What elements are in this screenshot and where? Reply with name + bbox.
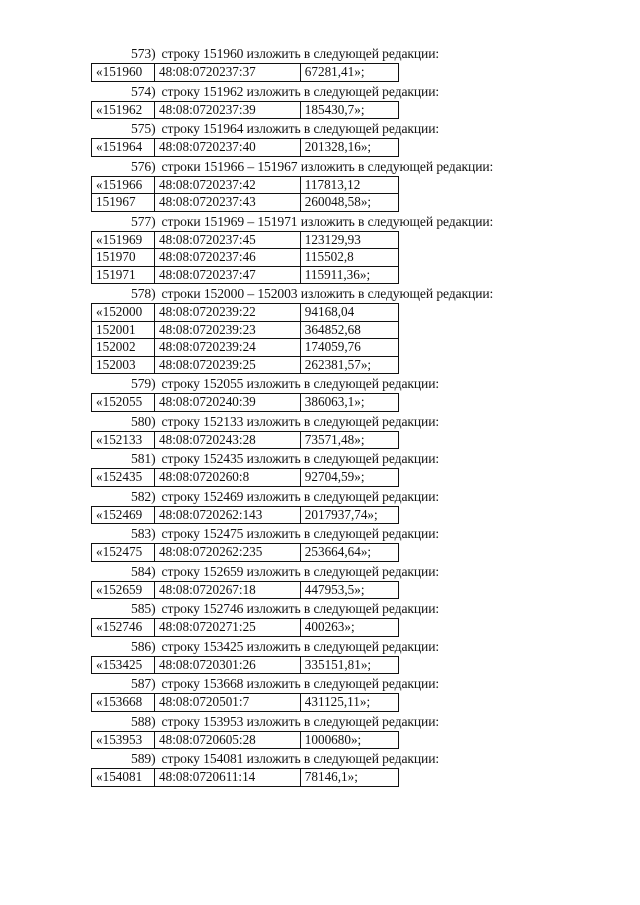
item-instruction: строку 152055 изложить в следующей редакции: xyxy=(161,376,440,391)
amendment-heading xyxy=(91,712,561,731)
cadastral-number-cell: 48:08:0720262:143 xyxy=(155,506,301,524)
value-cell: 201328,16»; xyxy=(300,139,398,157)
amendment-item xyxy=(91,524,561,562)
cadastral-number-cell: 48:08:0720262:235 xyxy=(155,544,301,562)
table-row xyxy=(92,176,399,194)
table-row xyxy=(92,619,399,637)
amendment-table xyxy=(91,656,399,675)
item-number: 578) xyxy=(131,286,156,301)
table-row xyxy=(92,249,399,267)
table-row xyxy=(92,731,399,749)
value-cell: 115502,8 xyxy=(300,249,398,267)
amendment-table xyxy=(91,543,399,562)
amendment-item xyxy=(91,212,561,285)
cadastral-number-cell: 48:08:0720243:28 xyxy=(155,431,301,449)
item-instruction: строки 151969 – 151971 изложить в следующей редакции: xyxy=(161,213,494,229)
item-instruction: строку 152133 изложить в следующей редакции: xyxy=(161,413,440,429)
value-cell: 400263»; xyxy=(300,619,398,637)
cadastral-number-cell: 48:08:0720237:43 xyxy=(155,194,301,212)
cadastral-number-cell: 48:08:0720605:28 xyxy=(155,731,301,749)
item-instruction: строку 152469 изложить в следующей редакции: xyxy=(161,488,440,504)
value-cell: 253664,64»; xyxy=(300,544,398,562)
amendment-heading xyxy=(91,674,561,693)
value-cell: 431125,11»; xyxy=(300,694,398,712)
value-cell: 73571,48»; xyxy=(300,431,398,449)
item-number: 582) xyxy=(131,488,156,504)
value-cell: 78146,1»; xyxy=(300,769,398,787)
amendment-table xyxy=(91,506,399,525)
cadastral-number-cell: 48:08:0720237:42 xyxy=(155,176,301,194)
item-number: 586) xyxy=(131,638,156,654)
amendment-table xyxy=(91,138,399,157)
amendment-item xyxy=(91,487,561,525)
cadastral-number-cell: 48:08:0720611:14 xyxy=(155,769,301,787)
amendment-table xyxy=(91,63,399,82)
value-cell: 262381,57»; xyxy=(300,356,398,374)
row-id-cell: «152746 xyxy=(92,619,155,637)
value-cell: 185430,7»; xyxy=(300,101,398,119)
amendment-item xyxy=(91,674,561,712)
amendment-item xyxy=(91,374,561,412)
amendment-heading xyxy=(91,637,561,656)
value-cell: 115911,36»; xyxy=(300,266,398,284)
table-row xyxy=(92,304,399,322)
amendment-item xyxy=(91,44,561,82)
value-cell: 94168,04 xyxy=(300,304,398,322)
amendment-heading xyxy=(91,412,561,431)
table-row xyxy=(92,431,399,449)
amendment-table xyxy=(91,176,399,212)
table-row xyxy=(92,544,399,562)
table-row xyxy=(92,656,399,674)
row-id-cell: «154081 xyxy=(92,769,155,787)
amendment-heading xyxy=(91,749,561,768)
amendment-item xyxy=(91,82,561,120)
value-cell: 117813,12 xyxy=(300,176,398,194)
table-row xyxy=(92,469,399,487)
row-id-cell: 152002 xyxy=(92,339,155,357)
amendment-item xyxy=(91,562,561,600)
amendment-table xyxy=(91,231,399,285)
table-row xyxy=(92,769,399,787)
item-instruction: строку 154081 изложить в следующей редакции: xyxy=(161,751,440,766)
cadastral-number-cell: 48:08:0720501:7 xyxy=(155,694,301,712)
row-id-cell: 151970 xyxy=(92,249,155,267)
amendment-heading xyxy=(91,449,561,468)
item-instruction: строку 151960 изложить в следующей редакции: xyxy=(161,46,440,61)
item-instruction: строку 153425 изложить в следующей редакции: xyxy=(161,638,440,654)
cadastral-number-cell: 48:08:0720237:46 xyxy=(155,249,301,267)
amendment-heading xyxy=(91,284,561,303)
amendment-item xyxy=(91,119,561,157)
amendment-table xyxy=(91,468,399,487)
value-cell: 386063,1»; xyxy=(300,394,398,412)
row-id-cell: «151966 xyxy=(92,176,155,194)
amendment-item xyxy=(91,749,561,787)
amendment-heading xyxy=(91,524,561,543)
value-cell: 2017937,74»; xyxy=(300,506,398,524)
row-id-cell: «151960 xyxy=(92,64,155,82)
item-number: 585) xyxy=(131,601,156,616)
table-row xyxy=(92,139,399,157)
cadastral-number-cell: 48:08:0720239:22 xyxy=(155,304,301,322)
amendment-heading xyxy=(91,487,561,506)
amendment-table xyxy=(91,731,399,750)
row-id-cell: «153425 xyxy=(92,656,155,674)
row-id-cell: «151969 xyxy=(92,231,155,249)
row-id-cell: «152055 xyxy=(92,394,155,412)
amendment-item xyxy=(91,599,561,637)
amendment-table xyxy=(91,768,399,787)
amendment-table xyxy=(91,101,399,120)
table-row xyxy=(92,321,399,339)
item-number: 576) xyxy=(131,158,156,174)
row-id-cell: «152435 xyxy=(92,469,155,487)
cadastral-number-cell: 48:08:0720237:45 xyxy=(155,231,301,249)
item-instruction: строку 152475 изложить в следующей редакции: xyxy=(161,526,440,541)
cadastral-number-cell: 48:08:0720237:37 xyxy=(155,64,301,82)
amendment-item xyxy=(91,449,561,487)
row-id-cell: 151971 xyxy=(92,266,155,284)
cadastral-number-cell: 48:08:0720301:26 xyxy=(155,656,301,674)
amendment-heading xyxy=(91,44,561,63)
value-cell: 123129,93 xyxy=(300,231,398,249)
table-row xyxy=(92,231,399,249)
item-number: 588) xyxy=(131,713,156,729)
item-instruction: строку 152746 изложить в следующей редакции: xyxy=(161,601,440,616)
amendment-item xyxy=(91,412,561,450)
amendment-table xyxy=(91,693,399,712)
cadastral-number-cell: 48:08:0720267:18 xyxy=(155,581,301,599)
amendment-table xyxy=(91,303,399,374)
item-instruction: строку 152435 изложить в следующей редакции: xyxy=(161,451,440,466)
amendment-heading xyxy=(91,212,561,231)
table-row xyxy=(92,266,399,284)
item-instruction: строку 151964 изложить в следующей редакции: xyxy=(161,121,440,136)
cadastral-number-cell: 48:08:0720239:23 xyxy=(155,321,301,339)
item-number: 584) xyxy=(131,563,156,579)
row-id-cell: «151964 xyxy=(92,139,155,157)
amendment-heading xyxy=(91,374,561,393)
table-row xyxy=(92,694,399,712)
amendment-heading xyxy=(91,562,561,581)
value-cell: 364852,68 xyxy=(300,321,398,339)
item-number: 581) xyxy=(131,451,156,466)
item-instruction: строку 151962 изложить в следующей редакции: xyxy=(161,83,440,99)
value-cell: 67281,41»; xyxy=(300,64,398,82)
table-row xyxy=(92,101,399,119)
amendment-table xyxy=(91,618,399,637)
amendment-item xyxy=(91,157,561,212)
cadastral-number-cell: 48:08:0720237:47 xyxy=(155,266,301,284)
cadastral-number-cell: 48:08:0720237:39 xyxy=(155,101,301,119)
amendment-table xyxy=(91,581,399,600)
table-row xyxy=(92,194,399,212)
value-cell: 1000680»; xyxy=(300,731,398,749)
amendment-item xyxy=(91,637,561,675)
row-id-cell: «152469 xyxy=(92,506,155,524)
document-body xyxy=(91,44,561,787)
value-cell: 260048,58»; xyxy=(300,194,398,212)
value-cell: 335151,81»; xyxy=(300,656,398,674)
row-id-cell: 152001 xyxy=(92,321,155,339)
table-row xyxy=(92,356,399,374)
item-number: 580) xyxy=(131,413,156,429)
value-cell: 174059,76 xyxy=(300,339,398,357)
value-cell: 92704,59»; xyxy=(300,469,398,487)
amendment-heading xyxy=(91,82,561,101)
table-row xyxy=(92,64,399,82)
table-row xyxy=(92,339,399,357)
item-instruction: строки 152000 – 152003 изложить в следующей редакции: xyxy=(161,286,494,301)
item-number: 579) xyxy=(131,376,156,391)
item-number: 574) xyxy=(131,83,156,99)
item-instruction: строки 151966 – 151967 изложить в следующей редакции: xyxy=(161,158,494,174)
table-row xyxy=(92,506,399,524)
item-number: 583) xyxy=(131,526,156,541)
item-number: 587) xyxy=(131,676,156,691)
item-number: 577) xyxy=(131,213,156,229)
cadastral-number-cell: 48:08:0720239:24 xyxy=(155,339,301,357)
amendment-item xyxy=(91,712,561,750)
table-row xyxy=(92,581,399,599)
cadastral-number-cell: 48:08:0720240:39 xyxy=(155,394,301,412)
row-id-cell: «151962 xyxy=(92,101,155,119)
amendment-item xyxy=(91,284,561,374)
row-id-cell: «152475 xyxy=(92,544,155,562)
amendment-table xyxy=(91,393,399,412)
row-id-cell: «153668 xyxy=(92,694,155,712)
amendment-heading xyxy=(91,599,561,618)
item-instruction: строку 152659 изложить в следующей редакции: xyxy=(161,563,440,579)
row-id-cell: «152133 xyxy=(92,431,155,449)
cadastral-number-cell: 48:08:0720237:40 xyxy=(155,139,301,157)
row-id-cell: 151967 xyxy=(92,194,155,212)
amendment-heading xyxy=(91,157,561,176)
item-number: 589) xyxy=(131,751,156,766)
row-id-cell: «153953 xyxy=(92,731,155,749)
cadastral-number-cell: 48:08:0720271:25 xyxy=(155,619,301,637)
row-id-cell: «152659 xyxy=(92,581,155,599)
item-instruction: строку 153953 изложить в следующей редакции: xyxy=(161,713,440,729)
table-row xyxy=(92,394,399,412)
value-cell: 447953,5»; xyxy=(300,581,398,599)
item-number: 573) xyxy=(131,46,156,61)
cadastral-number-cell: 48:08:0720239:25 xyxy=(155,356,301,374)
row-id-cell: 152003 xyxy=(92,356,155,374)
cadastral-number-cell: 48:08:0720260:8 xyxy=(155,469,301,487)
item-number: 575) xyxy=(131,121,156,136)
row-id-cell: «152000 xyxy=(92,304,155,322)
item-instruction: строку 153668 изложить в следующей редакции: xyxy=(161,676,440,691)
amendment-heading xyxy=(91,119,561,138)
amendment-table xyxy=(91,431,399,450)
